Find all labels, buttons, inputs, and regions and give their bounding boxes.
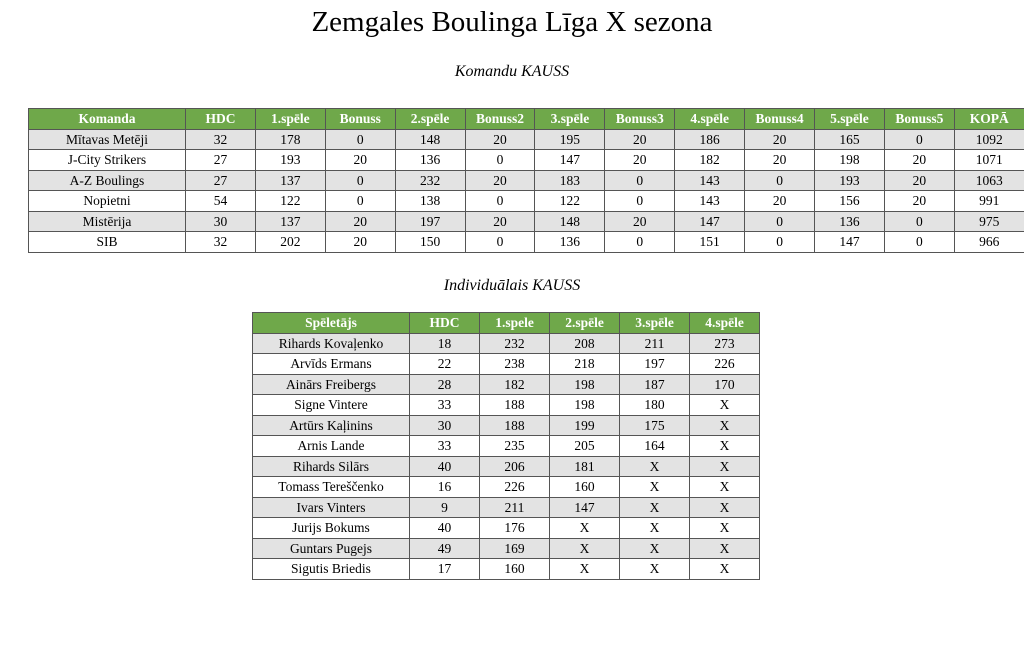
value-cell: 205: [550, 436, 620, 457]
player-row: [253, 518, 760, 539]
value-cell: 160: [480, 559, 550, 580]
value-cell: 226: [480, 477, 550, 498]
value-cell: 136: [815, 211, 885, 232]
name-cell: Mītavas Metēji: [29, 129, 186, 150]
value-cell: 22: [410, 354, 480, 375]
value-cell: 20: [884, 170, 954, 191]
name-cell: Rihards Silārs: [253, 456, 410, 477]
column-header: 2.spēle: [550, 313, 620, 334]
value-cell: 975: [954, 211, 1024, 232]
value-cell: 178: [255, 129, 325, 150]
value-cell: X: [620, 559, 690, 580]
name-cell: Nopietni: [29, 191, 186, 212]
column-header: 3.spēle: [620, 313, 690, 334]
player-row: [253, 436, 760, 457]
value-cell: 138: [395, 191, 465, 212]
value-cell: 211: [620, 333, 690, 354]
value-cell: 143: [675, 170, 745, 191]
value-cell: X: [620, 538, 690, 559]
name-cell: Jurijs Bokums: [253, 518, 410, 539]
value-cell: 30: [186, 211, 256, 232]
value-cell: X: [690, 415, 760, 436]
column-header: HDC: [186, 109, 256, 130]
value-cell: X: [690, 518, 760, 539]
value-cell: 0: [465, 150, 535, 171]
value-cell: X: [550, 518, 620, 539]
value-cell: 32: [186, 129, 256, 150]
column-header: Spēletājs: [253, 313, 410, 334]
name-cell: Rihards Kovaļenko: [253, 333, 410, 354]
value-cell: 199: [550, 415, 620, 436]
value-cell: X: [690, 436, 760, 457]
value-cell: 183: [535, 170, 605, 191]
value-cell: 0: [325, 129, 395, 150]
value-cell: X: [620, 477, 690, 498]
value-cell: 195: [535, 129, 605, 150]
value-cell: 137: [255, 170, 325, 191]
value-cell: 175: [620, 415, 690, 436]
player-row: [253, 395, 760, 416]
value-cell: 187: [620, 374, 690, 395]
value-cell: 238: [480, 354, 550, 375]
value-cell: 169: [480, 538, 550, 559]
team-row: [29, 191, 1024, 212]
value-cell: 20: [465, 129, 535, 150]
value-cell: 20: [605, 129, 675, 150]
value-cell: 20: [605, 211, 675, 232]
value-cell: 136: [535, 232, 605, 253]
value-cell: 20: [745, 150, 815, 171]
value-cell: 0: [605, 170, 675, 191]
team-cup-title: Komandu KAUSS: [454, 63, 570, 80]
value-cell: 1063: [954, 170, 1024, 191]
value-cell: 164: [620, 436, 690, 457]
value-cell: 33: [410, 395, 480, 416]
value-cell: 16: [410, 477, 480, 498]
value-cell: 32: [186, 232, 256, 253]
value-cell: 202: [255, 232, 325, 253]
column-header: Bonuss: [325, 109, 395, 130]
value-cell: 226: [690, 354, 760, 375]
value-cell: 0: [884, 211, 954, 232]
column-header: KOPĀ: [954, 109, 1024, 130]
team-row: [29, 150, 1024, 171]
column-header: 2.spēle: [395, 109, 465, 130]
name-cell: Guntars Pugejs: [253, 538, 410, 559]
name-cell: A-Z Boulings: [29, 170, 186, 191]
value-cell: 49: [410, 538, 480, 559]
name-cell: J-City Strikers: [29, 150, 186, 171]
value-cell: X: [690, 538, 760, 559]
value-cell: X: [690, 395, 760, 416]
value-cell: 186: [675, 129, 745, 150]
value-cell: 206: [480, 456, 550, 477]
value-cell: 193: [815, 170, 885, 191]
name-cell: Tomass Tereščenko: [253, 477, 410, 498]
value-cell: 991: [954, 191, 1024, 212]
value-cell: X: [620, 497, 690, 518]
column-header: 4.spēle: [675, 109, 745, 130]
value-cell: X: [620, 456, 690, 477]
value-cell: 156: [815, 191, 885, 212]
value-cell: 148: [395, 129, 465, 150]
value-cell: X: [620, 518, 690, 539]
value-cell: 147: [535, 150, 605, 171]
column-header: 1.spēle: [255, 109, 325, 130]
value-cell: 30: [410, 415, 480, 436]
value-cell: 235: [480, 436, 550, 457]
player-row: [253, 477, 760, 498]
value-cell: 0: [465, 232, 535, 253]
value-cell: 198: [550, 395, 620, 416]
value-cell: 20: [745, 191, 815, 212]
player-row: [253, 333, 760, 354]
value-cell: 27: [186, 150, 256, 171]
value-cell: 122: [535, 191, 605, 212]
name-cell: Arvīds Ermans: [253, 354, 410, 375]
value-cell: X: [550, 538, 620, 559]
value-cell: 165: [815, 129, 885, 150]
value-cell: 20: [605, 150, 675, 171]
value-cell: 181: [550, 456, 620, 477]
team-table-header-row: [29, 109, 1024, 130]
value-cell: 182: [675, 150, 745, 171]
value-cell: 1092: [954, 129, 1024, 150]
name-cell: Signe Vintere: [253, 395, 410, 416]
value-cell: 170: [690, 374, 760, 395]
value-cell: 182: [480, 374, 550, 395]
name-cell: SIB: [29, 232, 186, 253]
individual-cup-title: Individuālais KAUSS: [443, 277, 581, 294]
value-cell: 1071: [954, 150, 1024, 171]
player-row: [253, 497, 760, 518]
column-header: Bonuss2: [465, 109, 535, 130]
name-cell: Arnis Lande: [253, 436, 410, 457]
value-cell: 150: [395, 232, 465, 253]
value-cell: 148: [535, 211, 605, 232]
value-cell: 180: [620, 395, 690, 416]
player-row: [253, 559, 760, 580]
value-cell: 0: [465, 191, 535, 212]
value-cell: 40: [410, 518, 480, 539]
value-cell: X: [690, 477, 760, 498]
value-cell: 0: [605, 232, 675, 253]
player-row: [253, 415, 760, 436]
value-cell: 232: [480, 333, 550, 354]
player-row: [253, 538, 760, 559]
value-cell: 0: [745, 170, 815, 191]
value-cell: 0: [884, 129, 954, 150]
column-header: 1.spele: [480, 313, 550, 334]
value-cell: 232: [395, 170, 465, 191]
name-cell: Artūrs Kaļinins: [253, 415, 410, 436]
value-cell: X: [550, 559, 620, 580]
value-cell: 20: [884, 191, 954, 212]
value-cell: 197: [620, 354, 690, 375]
value-cell: 0: [325, 191, 395, 212]
column-header: 3.spēle: [535, 109, 605, 130]
value-cell: 0: [745, 211, 815, 232]
value-cell: 147: [815, 232, 885, 253]
value-cell: 18: [410, 333, 480, 354]
value-cell: 208: [550, 333, 620, 354]
team-row: [29, 211, 1024, 232]
team-standings-table: [28, 108, 1024, 253]
column-header: Bonuss3: [605, 109, 675, 130]
value-cell: 137: [255, 211, 325, 232]
value-cell: 20: [745, 129, 815, 150]
value-cell: 20: [884, 150, 954, 171]
value-cell: 136: [395, 150, 465, 171]
value-cell: 273: [690, 333, 760, 354]
value-cell: X: [690, 559, 760, 580]
individual-standings-table: [252, 312, 760, 580]
value-cell: 147: [550, 497, 620, 518]
player-row: [253, 354, 760, 375]
value-cell: 143: [675, 191, 745, 212]
value-cell: 147: [675, 211, 745, 232]
value-cell: 54: [186, 191, 256, 212]
column-header: 4.spēle: [690, 313, 760, 334]
column-header: Bonuss4: [745, 109, 815, 130]
value-cell: X: [690, 456, 760, 477]
value-cell: 151: [675, 232, 745, 253]
value-cell: 20: [465, 211, 535, 232]
value-cell: 176: [480, 518, 550, 539]
value-cell: 122: [255, 191, 325, 212]
value-cell: 160: [550, 477, 620, 498]
team-row: [29, 232, 1024, 253]
column-header: Bonuss5: [884, 109, 954, 130]
value-cell: 28: [410, 374, 480, 395]
value-cell: 20: [465, 170, 535, 191]
value-cell: 27: [186, 170, 256, 191]
column-header: Komanda: [29, 109, 186, 130]
value-cell: 20: [325, 211, 395, 232]
value-cell: 0: [605, 191, 675, 212]
value-cell: 211: [480, 497, 550, 518]
individual-table-header-row: [253, 313, 760, 334]
value-cell: 9: [410, 497, 480, 518]
value-cell: 193: [255, 150, 325, 171]
player-row: [253, 456, 760, 477]
name-cell: Sigutis Briedis: [253, 559, 410, 580]
page-title: Zemgales Boulinga Līga X sezona: [311, 6, 713, 38]
value-cell: 20: [325, 150, 395, 171]
value-cell: 218: [550, 354, 620, 375]
value-cell: 197: [395, 211, 465, 232]
value-cell: 188: [480, 395, 550, 416]
value-cell: 198: [550, 374, 620, 395]
value-cell: 20: [325, 232, 395, 253]
value-cell: 40: [410, 456, 480, 477]
value-cell: 966: [954, 232, 1024, 253]
value-cell: X: [690, 497, 760, 518]
column-header: 5.spēle: [815, 109, 885, 130]
value-cell: 188: [480, 415, 550, 436]
team-row: [29, 129, 1024, 150]
value-cell: 17: [410, 559, 480, 580]
value-cell: 0: [745, 232, 815, 253]
team-row: [29, 170, 1024, 191]
value-cell: 0: [884, 232, 954, 253]
player-row: [253, 374, 760, 395]
name-cell: Ivars Vinters: [253, 497, 410, 518]
value-cell: 33: [410, 436, 480, 457]
name-cell: Mistērija: [29, 211, 186, 232]
name-cell: Ainārs Freibergs: [253, 374, 410, 395]
value-cell: 0: [325, 170, 395, 191]
value-cell: 198: [815, 150, 885, 171]
column-header: HDC: [410, 313, 480, 334]
